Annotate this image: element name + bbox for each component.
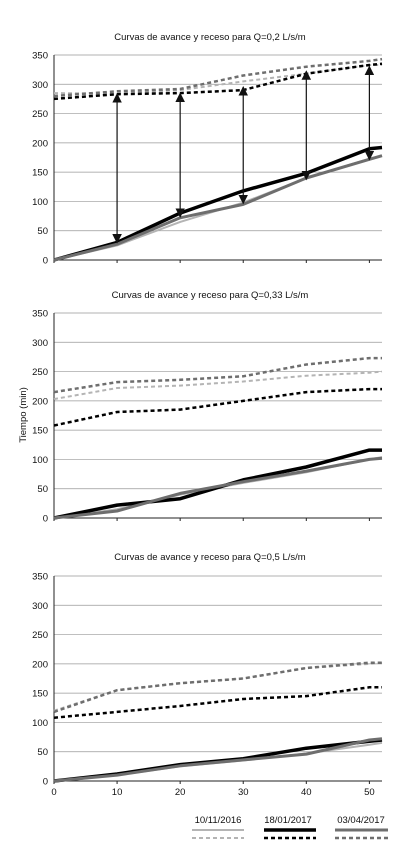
series-line-10-11-2016-receso [54, 663, 382, 711]
y-tick-label: 100 [32, 717, 48, 729]
y-tick-label: 50 [37, 484, 48, 496]
y-tick-label: 50 [37, 226, 48, 238]
y-tick-label: 150 [32, 688, 48, 700]
y-tick-label: 100 [32, 196, 48, 208]
series-line-18-01-2017-avance [54, 450, 382, 518]
y-tick-label: 50 [37, 747, 48, 759]
y-tick-label: 0 [42, 776, 48, 788]
legend-label-10-11-2016: 10/11/2016 [194, 815, 242, 826]
y-tick-label: 250 [32, 367, 48, 379]
y-tick-label: 0 [42, 513, 48, 525]
x-tick-label: 0 [51, 787, 57, 798]
chart-panel-2 [32, 290, 382, 525]
y-tick-label: 250 [32, 109, 48, 121]
chart-title: Curvas de avance y receso para Q=0,2 L/s/m [114, 32, 306, 43]
series-line-18-01-2017-avance [54, 740, 382, 781]
y-tick-label: 200 [32, 138, 48, 150]
y-tick-label: 300 [32, 79, 48, 91]
x-tick-label: 20 [174, 787, 186, 798]
y-tick-label: 350 [32, 571, 48, 583]
series-line-03-04-2017-receso [54, 663, 382, 712]
chart-panel-1 [32, 32, 382, 267]
legend-label-18-01-2017: 18/01/2017 [264, 815, 312, 826]
y-tick-label: 0 [42, 255, 48, 267]
y-tick-label: 350 [32, 50, 48, 62]
y-tick-label: 300 [32, 337, 48, 349]
y-tick-label: 150 [32, 425, 48, 437]
y-tick-label: 350 [32, 308, 48, 320]
legend [192, 815, 388, 838]
x-tick-label: 50 [364, 787, 375, 798]
x-tick-label: 10 [111, 787, 123, 798]
y-tick-label: 200 [32, 659, 48, 671]
chart-title: Curvas de avance y receso para Q=0,33 L/s/m [111, 290, 309, 301]
y-tick-label: 300 [32, 600, 48, 612]
series-line-18-01-2017-receso [54, 389, 382, 425]
series-line-18-01-2017-receso [54, 687, 382, 717]
chart-title: Curvas de avance y receso para Q=0,5 L/s/m [114, 552, 306, 563]
series-line-18-01-2017-avance [54, 148, 382, 261]
chart-panel-3 [32, 552, 382, 798]
y-axis-label: Tiempo (min) [18, 387, 29, 443]
x-tick-label: 40 [301, 787, 312, 798]
x-tick-label: 30 [237, 787, 249, 798]
y-tick-label: 200 [32, 396, 48, 408]
series-line-03-04-2017-avance [54, 156, 382, 260]
y-tick-label: 150 [32, 167, 48, 179]
y-tick-label: 250 [32, 630, 48, 642]
legend-label-03-04-2017: 03/04/2017 [337, 815, 385, 826]
y-tick-label: 100 [32, 454, 48, 466]
